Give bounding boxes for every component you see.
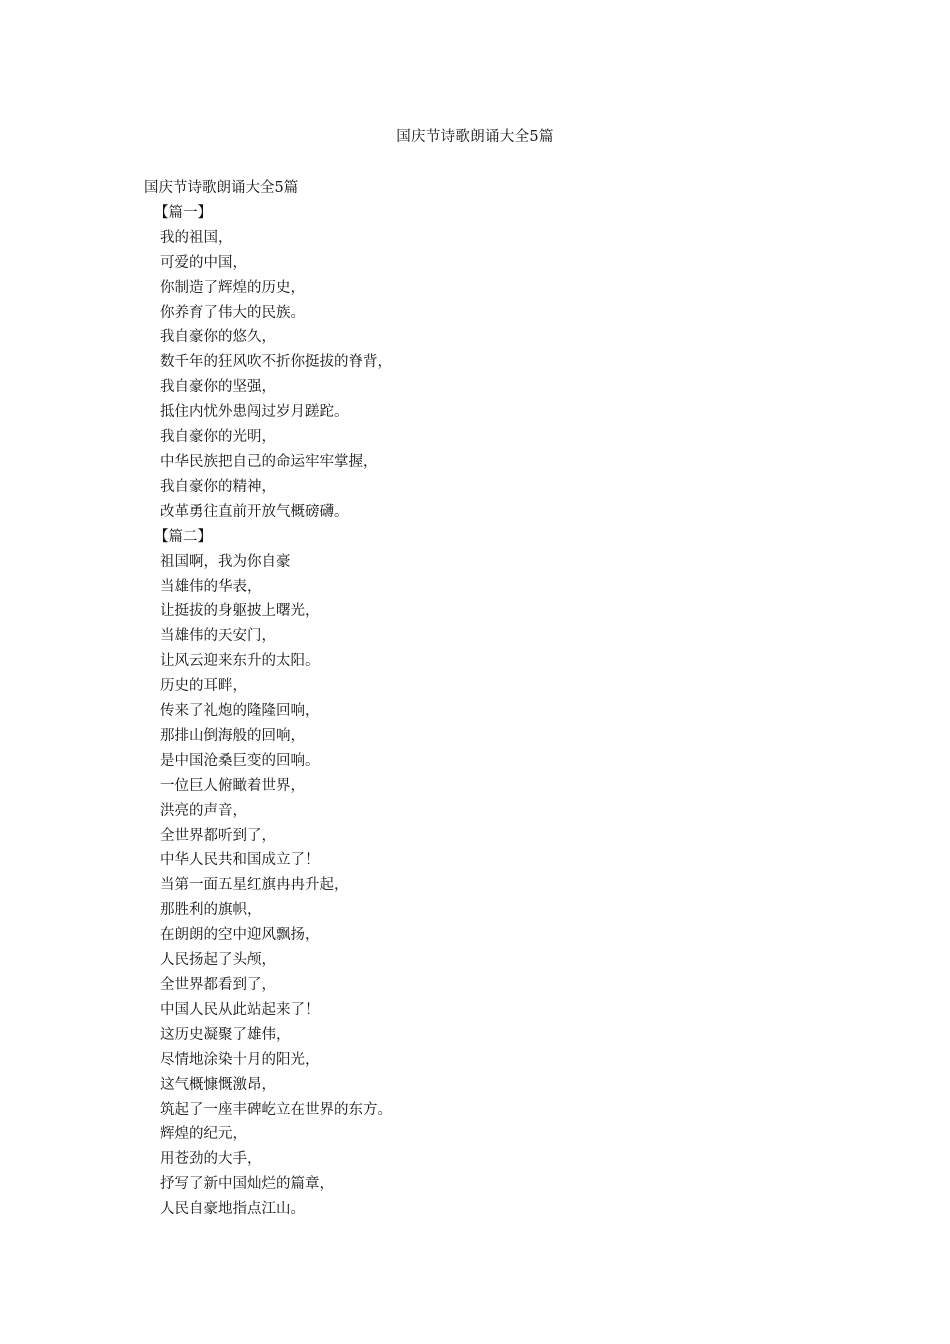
- document-title: 国庆节诗歌朗诵大全5篇: [396, 129, 554, 145]
- section-1: [144, 201, 824, 525]
- poem-line: 我的祖国，: [160, 229, 233, 246]
- poem-line: 全世界都看到了，: [160, 977, 276, 993]
- poem-line: 洪亮的声音，: [160, 802, 247, 819]
- poem-line: 数千年的狂风吹不折你挺拔的脊背，: [160, 354, 392, 371]
- poem-line: 我自豪你的悠久，: [160, 329, 276, 346]
- poem-line: 让挺拔的身躯披上曙光，: [160, 603, 320, 620]
- poem-line: 你制造了辉煌的历史，: [160, 279, 305, 296]
- poem-line: 传来了礼炮的隆隆回响，: [160, 703, 320, 720]
- poem-line: 抵住内忧外患闯过岁月蹉跎。: [160, 404, 349, 421]
- poem-line: 当雄伟的天安门，: [160, 628, 276, 645]
- poem-line: 是中国沧桑巨变的回响。: [160, 752, 320, 769]
- poem-line: 一位巨人俯瞰着世界，: [160, 777, 305, 794]
- poem-line: 尽情地涂染十月的阳光，: [160, 1051, 320, 1068]
- poem-line: 那排山倒海般的回响，: [160, 727, 305, 744]
- poem-line: 你养育了伟大的民族。: [160, 304, 305, 321]
- poem-line: 抒写了新中国灿烂的篇章，: [160, 1176, 334, 1193]
- document-subtitle: 国庆节诗歌朗诵大全5篇: [144, 180, 299, 196]
- poem-line: 辉煌的纪元，: [160, 1126, 247, 1143]
- poem-line: 可爱的中国，: [160, 254, 247, 271]
- poem-line: 我自豪你的精神，: [160, 478, 276, 495]
- section-heading: 【篇一】: [154, 204, 212, 221]
- poem-line: 这历史凝聚了雄伟，: [160, 1026, 291, 1043]
- poem-line: 当第一面五星红旗冉冉升起，: [160, 877, 349, 894]
- poem-line: 让风云迎来东升的太阳。: [160, 653, 320, 670]
- section-2: [144, 525, 824, 1222]
- document-body: [144, 176, 824, 1222]
- poem-line: 那胜利的旗帜，: [160, 902, 262, 919]
- poem-line: 祖国啊，我为你自豪: [160, 553, 291, 570]
- poem-line: 中国人民从此站起来了！: [160, 1001, 320, 1018]
- section-heading: 【篇二】: [154, 528, 212, 545]
- poem-line: 中华人民共和国成立了！: [160, 852, 320, 869]
- poem-line: 历史的耳畔，: [160, 678, 247, 695]
- poem-line: 人民扬起了头颅，: [160, 952, 276, 969]
- poem-line: 改革勇往直前开放气概磅礴。: [160, 503, 349, 520]
- poem-line: 用苍劲的大手，: [160, 1151, 262, 1168]
- poem-line: 筑起了一座丰碑屹立在世界的东方。: [160, 1101, 392, 1118]
- poem-line: 这气概慷慨激昂，: [160, 1076, 276, 1093]
- poem-line: 人民自豪地指点江山。: [160, 1201, 305, 1218]
- poem-line: 当雄伟的华表，: [160, 578, 262, 595]
- poem-line: 我自豪你的光明，: [160, 429, 276, 446]
- poem-line: 我自豪你的坚强，: [160, 379, 276, 396]
- poem-line: 在朗朗的空中迎风飘扬，: [160, 927, 320, 944]
- poem-line: 中华民族把自己的命运牢牢掌握，: [160, 453, 378, 470]
- poem-line: 全世界都听到了，: [160, 827, 276, 844]
